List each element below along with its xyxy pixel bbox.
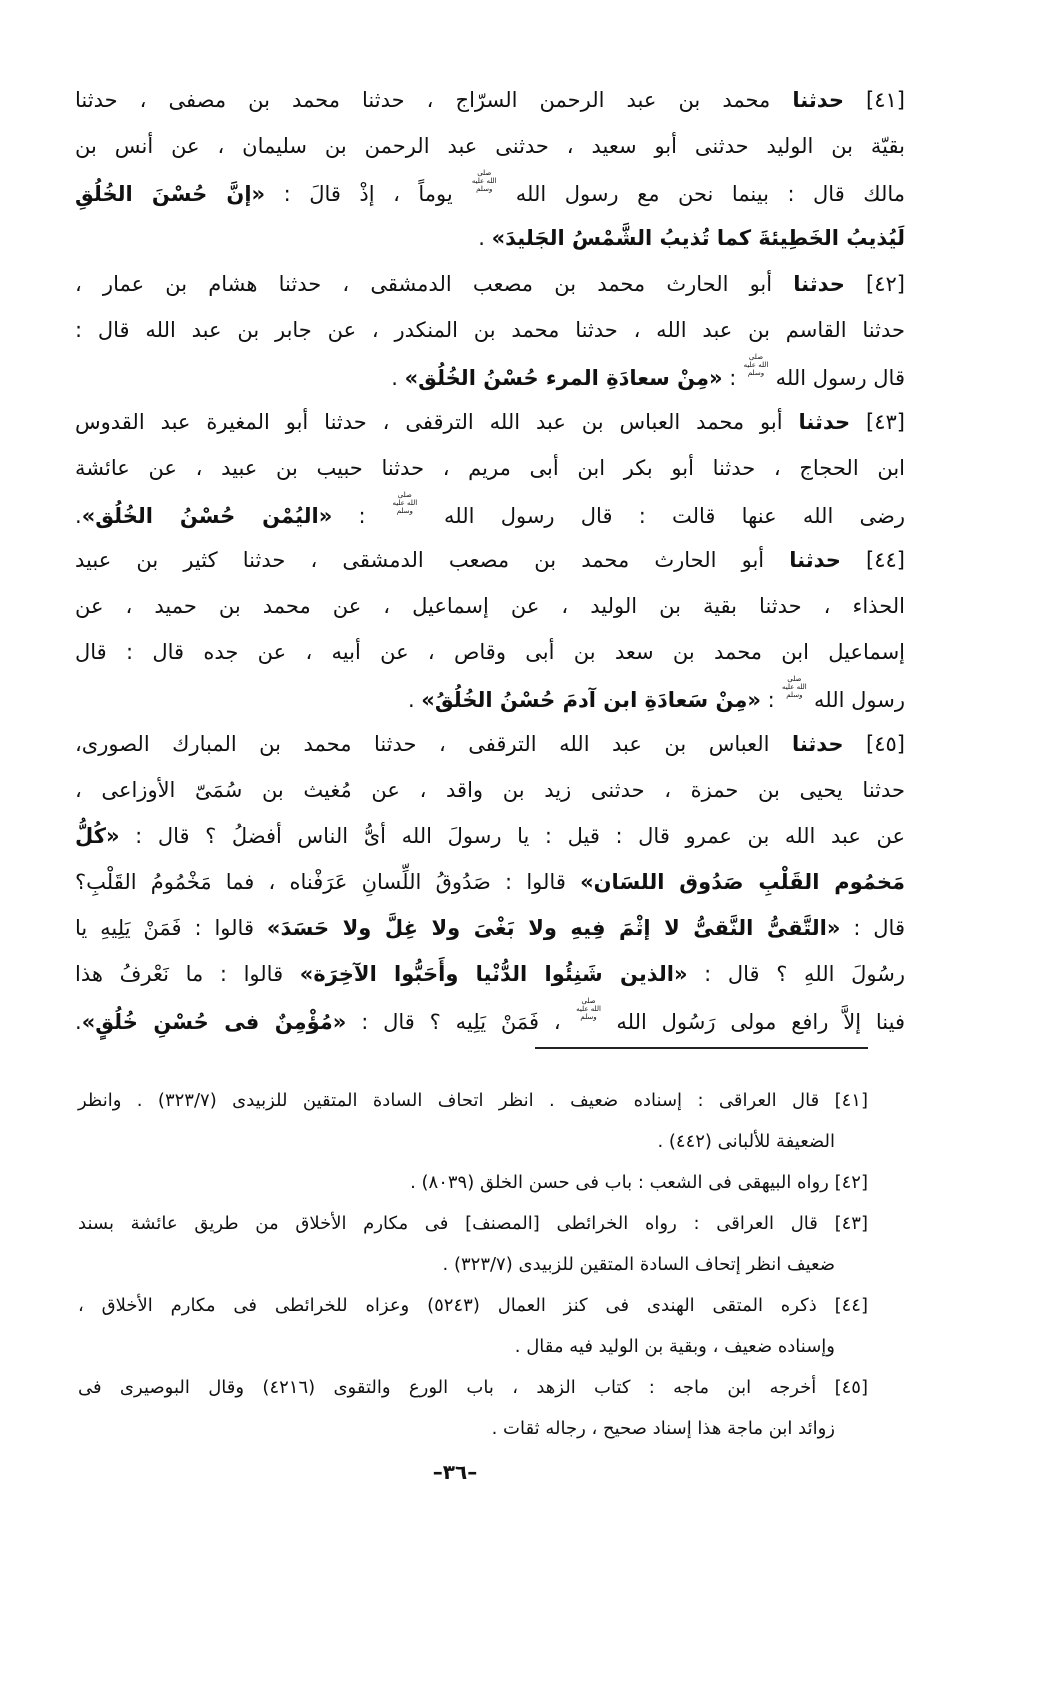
hadith-number: [٤٥] (843, 732, 905, 756)
text-line (75, 767, 905, 813)
line-text: قالوا : صَدُوقُ اللِّسانِ عَرَفْناه ، فما مَخْمُومُ القَلْبِ؟ (75, 870, 581, 894)
text-line (75, 721, 905, 767)
text-line (75, 261, 905, 307)
line-text: قال رسول الله (768, 366, 905, 390)
line-text: فينا إلاَّ رافع مولى رَسُول الله (601, 1010, 906, 1034)
salutation-mark: صلى الله عليه وسلم (743, 353, 769, 377)
text-line (75, 813, 905, 859)
salutation-mark: صلى الله عليه وسلم (471, 169, 497, 193)
footnote-line: [٤٤] ذكره المتقى الهندى فى كنز العمال (٥٢٤٣) وعزاه للخرائطى فى مكارم الأخلاق ، (78, 1295, 869, 1316)
line-text: عن عبد الله بن عمرو قال : قيل : يا رسولَ الله أىُّ الناس أفضلُ ؟ قال : (119, 824, 905, 848)
line-text: إسماعيل ابن محمد بن سعد بن أبى وقاص ، عن أبيه ، عن جده قال : قال (75, 640, 905, 664)
main-text (75, 77, 905, 1043)
salutation-mark: صلى الله عليه وسلم (576, 997, 601, 1021)
line-text: . (75, 504, 82, 528)
line-text: أبو محمد العباس بن عبد الله الترقفى ، حدثنا أبو المغيرة عبد القدوس (75, 410, 799, 434)
line-text: حدثنا القاسم بن عبد الله ، حدثنا محمد بن المنكدر ، عن جابر بن عبد الله قال : (75, 318, 905, 342)
page-number: –٣٦– (432, 1460, 478, 1484)
footnote-line: الضعيفة للألبانى (٤٤٢) . (657, 1131, 835, 1152)
hadith-number: [٤٤] (840, 548, 905, 572)
hadith-quote: لَيُذيبُ الخَطِيئةَ كما تُذيبُ الشَّمْسُ الجَليدَ» (491, 226, 905, 250)
line-text: رسُولَ اللهِ ؟ قال : (687, 962, 905, 986)
line-text: : (722, 366, 743, 390)
hadith-quote: «الذين شَنِئُوا الدُّنْيا وأَحَبُّوا الآخِرَة» (299, 962, 688, 986)
text-line (75, 491, 905, 537)
hadith-number: [٤١] (843, 88, 905, 112)
text-line (75, 77, 905, 123)
text-line (75, 353, 905, 399)
text-line (75, 215, 905, 261)
text-line (75, 629, 905, 675)
footnote-line: ضعيف انظر إتحاف السادة المتقين للزبيدى (٣٢٣/٧) . (442, 1254, 835, 1275)
line-text: أبو الحارث محمد بن مصعب الدمشقى ، حدثنا هشام بن عمار ، (75, 272, 794, 296)
hadith-quote: مَخمُوم القَلْبِ صَدُوق اللسَان» (580, 870, 905, 894)
line-text: محمد بن عبد الرحمن السرّاج ، حدثنا محمد بن مصفى ، حدثنا (75, 88, 793, 112)
text-line (75, 399, 905, 445)
footnote-line: زوائد ابن ماجة هذا إسناد صحيح ، رجاله ثقات . (491, 1418, 835, 1439)
line-text: قالوا : فَمَنْ يَلِيهِ يا (75, 916, 267, 940)
line-text: يوماً ، إذْ قالَ : (265, 182, 472, 206)
hadith-quote: «كُلُّ (75, 824, 120, 848)
text-line (75, 307, 905, 353)
hadith-quote: «مِنْ سعادَةِ المرء حُسْنُ الخُلُق» (404, 366, 723, 390)
text-line (75, 537, 905, 583)
footnotes (78, 1080, 868, 1449)
footnote-line: [٤٢] رواه البيهقى فى الشعب : باب فى حسن الخلق (٨٠٣٩) . (410, 1172, 868, 1193)
text-line (75, 675, 905, 721)
line-text: . (478, 226, 492, 250)
line-text: رضى الله عنها قالت : قال رسول الله (417, 504, 905, 528)
hadith-number: [٤٣] (850, 410, 905, 434)
text-line (75, 123, 905, 169)
line-text: : (760, 688, 782, 712)
line-text: . (407, 688, 422, 712)
salutation-mark: صلى الله عليه وسلم (781, 675, 807, 699)
text-line (75, 905, 905, 951)
hadith-quote: «مِنْ سَعادَةِ ابن آدمَ حُسْنُ الخُلُقُ» (421, 688, 761, 712)
hadith-quote: «مُؤْمِنٌ فى حُسْنِ خُلُقٍ» (81, 1010, 347, 1034)
text-line (75, 997, 905, 1043)
line-text: رسول الله (807, 688, 905, 712)
narration-keyword: حدثنا (789, 548, 841, 572)
hadith-quote: «إنَّ حُسْنَ الخُلُقِ (75, 182, 266, 206)
line-text: . (391, 366, 405, 390)
line-text: ابن الحجاج ، حدثنا أبو بكر ابن أبى مريم ، حدثنا حبيب بن عبيد ، عن عائشة (75, 456, 905, 480)
text-line (75, 859, 905, 905)
narration-keyword: حدثنا (798, 410, 851, 434)
narration-keyword: حدثنا (792, 88, 844, 112)
narration-keyword: حدثنا (791, 732, 844, 756)
text-line (75, 445, 905, 491)
text-line (75, 951, 905, 997)
footnote-separator (535, 1047, 868, 1049)
salutation-mark: صلى الله عليه وسلم (392, 491, 418, 515)
footnote-line: وإسناده ضعيف ، وبقية بن الوليد فيه مقال . (514, 1336, 835, 1357)
hadith-number: [٤٢] (844, 272, 905, 296)
line-text: أبو الحارث محمد بن مصعب الدمشقى ، حدثنا كثير بن عبيد (75, 548, 790, 572)
footnote-line: [٤١] قال العراقى : إسناده ضعيف . انظر اتحاف السادة المتقين للزبيدى (٣٢٣/٧) . وانظر (78, 1090, 869, 1111)
line-text: ، فَمَنْ يَلِيه ؟ قال : (346, 1010, 576, 1034)
narration-keyword: حدثنا (793, 272, 845, 296)
line-text: العباس بن عبد الله الترقفى ، حدثنا محمد بن المبارك الصورى، (75, 732, 792, 756)
text-line (75, 169, 905, 215)
line-text: قالوا : ما نَعْرفُ هذا (75, 962, 300, 986)
line-text: حدثنا يحيى بن حمزة ، حدثنى زيد بن واقد ، عن مُغيث بن سُمَىّ الأوزاعى ، (75, 778, 905, 802)
hadith-quote: «اليُمْن حُسْنُ الخُلُق» (81, 504, 333, 528)
line-text: الحذاء ، حدثنا بقية بن الوليد ، عن إسماعيل ، عن محمد بن حميد ، عن (75, 594, 905, 618)
footnote-line: [٤٣] قال العراقى : رواه الخرائطى [المصنف] فى مكارم الأخلاق من طريق عائشة بسند (78, 1213, 868, 1234)
line-text: : (332, 504, 392, 528)
text-line (75, 583, 905, 629)
hadith-quote: «التَّقىُّ النَّقىُّ لا إثْمَ فِيهِ ولا بَغْىَ ولا غِلَّ ولا حَسَدَ» (266, 916, 841, 940)
line-text: مالك قال : بينما نحن مع رسول الله (497, 182, 905, 206)
line-text: . (75, 1010, 82, 1034)
footnote-line: [٤٥] أخرجه ابن ماجه : كتاب الزهد ، باب الورع والتقوى (٤٢١٦) وقال البوصيرى فى (78, 1377, 869, 1398)
line-text: قال : (840, 916, 905, 940)
line-text: بقيّة بن الوليد حدثنى أبو سعيد ، حدثنى عبد الرحمن بن سليمان ، عن أنس بن (75, 134, 905, 158)
